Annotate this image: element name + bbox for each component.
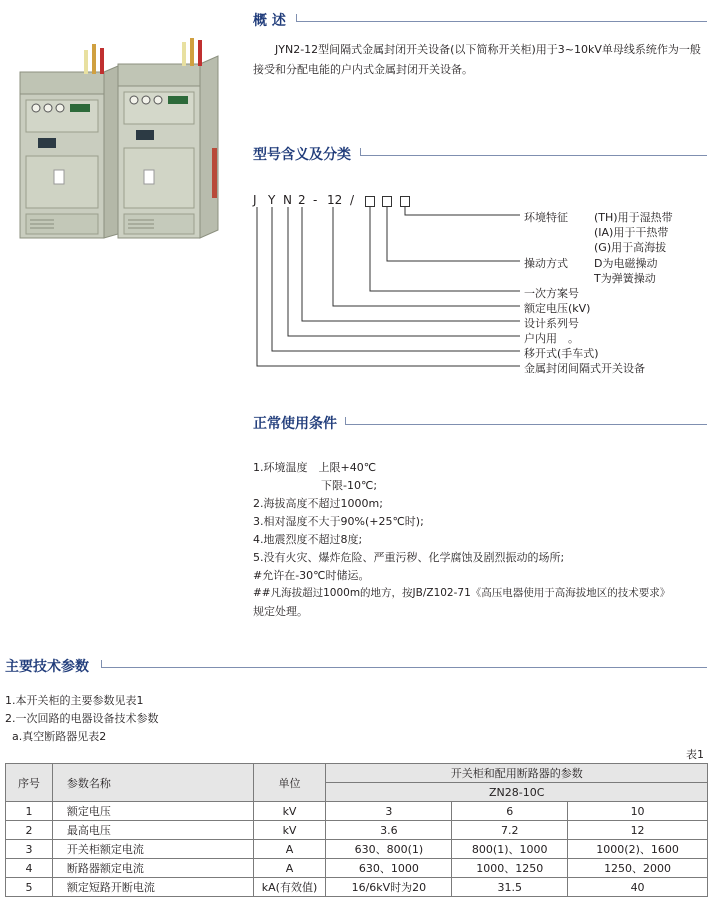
cell-name: 额定短路开断电流 [52, 878, 253, 897]
cell-no: 5 [6, 878, 53, 897]
cell-value: 10 [568, 802, 708, 821]
cell-value: 630、800(1) [326, 840, 452, 859]
condition-item: 1.环境温度 上限+40℃ [253, 461, 377, 474]
condition-item: 5.没有火灾、爆炸危险、严重污秽、化学腐蚀及剧烈振动的场所; [253, 551, 565, 564]
switchgear-photo [14, 38, 240, 242]
tech-title-rule [101, 667, 707, 668]
conditions-title-rule [345, 424, 707, 425]
condition-item: 4.地震烈度不超过8度; [253, 533, 363, 546]
cell-value: 1000、1250 [452, 859, 568, 878]
tech-title-tick [101, 660, 102, 668]
model-label-indoor: 户内用 。 [524, 332, 579, 345]
cell-no: 1 [6, 802, 53, 821]
cell-value: 3.6 [326, 821, 452, 840]
cell-value: 12 [568, 821, 708, 840]
table-label: 表1 [686, 748, 704, 761]
cell-unit: A [253, 859, 326, 878]
model-label-operation: 操动方式 [524, 257, 568, 270]
model-label-enclosed: 金属封闭间隔式开关设备 [524, 362, 645, 375]
model-label-series: 设计系列号 [524, 317, 579, 330]
overview-title-tick [296, 14, 297, 22]
table-row [6, 840, 708, 859]
condition-item: #允许在-30℃时储运。 [253, 569, 370, 582]
cell-no: 4 [6, 859, 53, 878]
cell-name: 开关柜额定电流 [52, 840, 253, 859]
header-unit: 单位 [253, 764, 326, 802]
model-box-operation [382, 196, 392, 207]
model-env-ia: (IA)用于干热带 [594, 226, 669, 239]
model-letter-slash: / [350, 193, 355, 207]
model-letter-n: N [283, 193, 292, 207]
table-row [6, 821, 708, 840]
model-title: 型号含义及分类 [253, 147, 351, 163]
overview-title: 概 述 [253, 13, 286, 29]
tech-note: 2.一次回路的电器设备技术参数 [5, 712, 159, 725]
conditions-title-tick [345, 417, 346, 425]
cell-value: 7.2 [452, 821, 568, 840]
table-row [6, 878, 708, 897]
cell-name: 断路器额定电流 [52, 859, 253, 878]
cell-unit: kV [253, 802, 326, 821]
cell-no: 2 [6, 821, 53, 840]
cell-name: 最高电压 [52, 821, 253, 840]
model-title-tick [360, 148, 361, 156]
cell-value: 3 [326, 802, 452, 821]
model-box-environment [400, 196, 410, 207]
cell-unit: kV [253, 821, 326, 840]
cell-value: 800(1)、1000 [452, 840, 568, 859]
conditions-title: 正常使用条件 [253, 416, 337, 432]
cell-name: 额定电压 [52, 802, 253, 821]
cell-value: 1250、2000 [568, 859, 708, 878]
model-label-voltage: 额定电压(kV) [524, 302, 591, 315]
tech-note: 1.本开关柜的主要参数见表1 [5, 694, 144, 707]
tech-title: 主要技术参数 [5, 659, 89, 675]
cell-no: 3 [6, 840, 53, 859]
condition-item: 2.海拔高度不超过1000m; [253, 497, 383, 510]
model-label-scheme: 一次方案号 [524, 287, 579, 300]
condition-item: 下限-10℃; [321, 479, 378, 492]
cell-value: 16/6kV时为20 [326, 878, 452, 897]
model-letter-y: Y [268, 193, 276, 207]
model-box-scheme [365, 196, 375, 207]
header-group: 开关柜和配用断路器的参数 [326, 764, 708, 783]
cell-value: 6 [452, 802, 568, 821]
cell-unit: kA(有效值) [253, 878, 326, 897]
model-label-movable: 移开式(手车式) [524, 347, 599, 360]
model-label-environment: 环境特征 [524, 211, 568, 224]
model-env-th: (TH)用于湿热带 [594, 211, 673, 224]
model-letter-dash: - [313, 193, 318, 207]
header-model: ZN28-10C [326, 783, 708, 802]
condition-item: 3.相对湿度不大于90%(+25℃时); [253, 515, 424, 528]
condition-item: 规定处理。 [253, 605, 308, 618]
model-op-t: T为弹簧操动 [594, 272, 656, 285]
model-op-d: D为电磁操动 [594, 257, 658, 270]
header-no: 序号 [6, 764, 53, 802]
condition-item: ##凡海拔超过1000m的地方，按JB/Z102-71《高压电器使用于高海拔地区的技术要求》 [253, 587, 671, 599]
header-name: 参数名称 [52, 764, 253, 802]
cell-value: 630、1000 [326, 859, 452, 878]
cell-value: 1000(2)、1600 [568, 840, 708, 859]
model-letter-12: 12 [327, 193, 343, 207]
tech-note: a.真空断路器见表2 [12, 730, 107, 743]
model-title-rule [360, 155, 707, 156]
overview-title-rule [296, 21, 707, 22]
cell-value: 31.5 [452, 878, 568, 897]
table-row [6, 859, 708, 878]
table-row [6, 802, 708, 821]
model-env-g: (G)用于高海拔 [594, 241, 667, 254]
table-header-row [6, 764, 708, 783]
cell-unit: A [253, 840, 326, 859]
model-letter-2: 2 [298, 193, 306, 207]
overview-text: JYN2-12型间隔式金属封闭开关设备(以下简称开关柜)用于3~10kV单母线系统作为一般接受和分配电能的户内式金属封闭开关设备。 [253, 43, 701, 76]
cell-value: 40 [568, 878, 708, 897]
spec-table [5, 763, 708, 897]
model-letter-j: J [253, 193, 257, 207]
